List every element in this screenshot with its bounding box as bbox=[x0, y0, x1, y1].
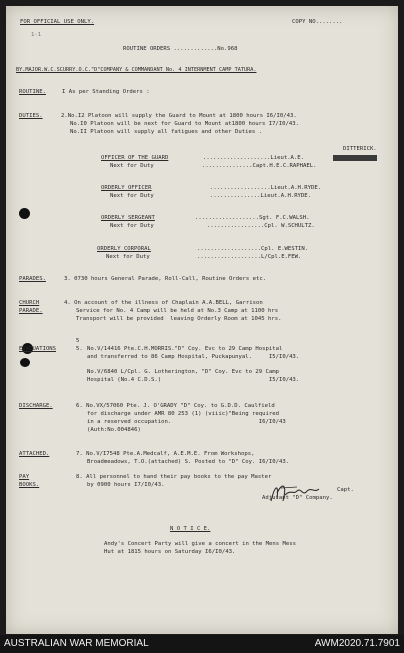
issuer-line: BY.MAJOR.W.C.SCURRY.O.C."D"COMPANY & COMMANDANT No. 4 INTERNMENT CAMP TATURA. bbox=[16, 67, 257, 73]
orderly-sergeant-name: ...................Sgt. F.C.WALSH. bbox=[195, 215, 310, 221]
punch-hole-lower bbox=[20, 358, 30, 367]
discharge-label: DISCHARGE. bbox=[19, 403, 53, 409]
notice-title: N O T I C E. bbox=[170, 526, 211, 532]
parades-text: 3. 0730 hours General Parade, Roll-Call, Routine Orders etc. bbox=[64, 276, 267, 282]
pay-books-line: 8. All personnel to hand their pay books to the pay Master bbox=[76, 474, 272, 480]
official-use-header: FOR OFFICIAL USE ONLY. bbox=[20, 19, 95, 25]
discharge-line: for discharge under AMR 80 253 (1) (viiic)"Being required bbox=[87, 411, 279, 417]
officer-guard-label: OFFICER OF THE GUARD bbox=[101, 155, 169, 161]
evacuations-line: and transferred to 86 Camp Hospital, Puckapunyal. I5/I0/43. bbox=[87, 354, 300, 360]
pay-books-label-2: BOOKS. bbox=[19, 482, 40, 488]
officer-guard-next-label: Next for Duty bbox=[110, 163, 154, 169]
routine-text: I As per Standing Orders : bbox=[62, 89, 150, 95]
church-label-2: PARADE. bbox=[19, 308, 43, 314]
pay-books-line: by 0900 hours I7/I0/43. bbox=[87, 482, 165, 488]
copy-number: COPY NO........ bbox=[292, 19, 343, 25]
attached-line: Broadmeadows, T.O.(attached) S. Posted to "D" Coy. I6/I0/43. bbox=[87, 459, 290, 465]
orderly-sergeant-next: .................Cpl. W.SCHULTZ. bbox=[207, 223, 315, 229]
orderly-officer-next-label: Next for Duty bbox=[110, 193, 154, 199]
orderly-officer-label: ORDERLY OFFICER bbox=[101, 185, 152, 191]
handwritten-signature bbox=[267, 479, 323, 507]
signature-title: Adjutant "D" Company. bbox=[262, 495, 333, 501]
notice-line: Andy's Concert Party will give a concert in the Mens Mess bbox=[104, 541, 296, 547]
orderly-corporal-next: ...................L/Cpl.E.FEW. bbox=[197, 254, 302, 260]
footer-institution: AUSTRALIAN WAR MEMORIAL bbox=[4, 638, 149, 649]
orderly-corporal-label: ORDERLY CORPORAL bbox=[97, 246, 151, 252]
discharge-line: (Auth:No.004846) bbox=[87, 427, 141, 433]
orderly-corporal-next-label: Next for Duty bbox=[106, 254, 150, 260]
attached-label: ATTACHED. bbox=[19, 451, 50, 457]
archive-footer bbox=[0, 635, 404, 653]
attached-line: 7. No.V/I7548 Pte.A.Medcalf, A.E.M.E. From Workshops, bbox=[76, 451, 255, 457]
signature-rank: Capt. bbox=[337, 487, 354, 493]
evacuations-line: No.V/14416 Pte.C.H.MORRIS."D" Coy. Evc to 29 Camp Hospital bbox=[87, 346, 283, 352]
church-label: CHURCH bbox=[19, 300, 40, 306]
officer-guard-annotation: DITTERICK. bbox=[343, 146, 377, 152]
duties-line: No.I0 Platoon will be next for Guard to Mount at1800 hours I7/I0/43. bbox=[70, 121, 300, 127]
church-line: 4. On account of the illness of Chaplain A.A.BELL, Garrison bbox=[64, 300, 263, 306]
evacuations-line: Hospital (No.4 C.D.S.) I5/I0/43. bbox=[87, 377, 300, 383]
punch-hole-top bbox=[19, 208, 30, 219]
church-line: Transport will be provided leaving Orderly Room at 1045 hrs. bbox=[76, 316, 282, 322]
evacuations-handwritten-mark: 5 bbox=[76, 338, 80, 344]
footer-accession-number: AWM2020.71.7901 bbox=[314, 638, 400, 649]
orderly-sergeant-label: ORDERLY SERGEANT bbox=[101, 215, 155, 221]
church-line: Service for No. 4 Camp will be held at No.3 Camp at 1100 hrs bbox=[76, 308, 279, 314]
duties-label: DUTIES. bbox=[19, 113, 43, 119]
notice-line: Hut at 1815 hours on Saturday I6/I0/43. bbox=[104, 549, 236, 555]
orderly-officer-next: ...............Lieut.A.H.RYDE. bbox=[210, 193, 312, 199]
evacuations-line: No.V/6840 L/Cpl. G. Lotherington, "D" Coy. Evc to 29 Camp bbox=[87, 369, 279, 375]
evacuations-label: EVACUATIONS bbox=[19, 346, 57, 352]
orderly-officer-name: ..................Lieut.A.H.RYDE. bbox=[210, 185, 322, 191]
orderly-corporal-name: ...................Cpl. E.WESTIN. bbox=[197, 246, 309, 252]
orders-title: ROUTINE ORDERS .............No.968 bbox=[123, 46, 238, 52]
duties-line: 2.No.I2 Platoon will supply the Guard to Mount at 1800 hours I6/I0/43. bbox=[61, 113, 297, 119]
duties-line: No.II Platoon will supply all fatigues and other Duties . bbox=[70, 129, 262, 135]
pay-books-label: PAY bbox=[19, 474, 30, 480]
orderly-sergeant-next-label: Next for Duty bbox=[110, 223, 154, 229]
evacuations-number: 5. bbox=[76, 346, 83, 352]
parades-label: PARADES. bbox=[19, 276, 46, 282]
pencil-mark: 1-1 bbox=[31, 32, 42, 38]
redaction-mark bbox=[333, 155, 377, 161]
officer-guard-next: ...............Capt.H.E.C.RAPHAEL. bbox=[202, 163, 317, 169]
routine-label: ROUTINE. bbox=[19, 89, 46, 95]
discharge-line: in a reserved occupation. I6/I0/43 bbox=[87, 419, 286, 425]
officer-guard-name: ....................Lieut.A.E. bbox=[203, 155, 305, 161]
discharge-line: 6. No.VX/57060 Pte. J. O'GRADY "D" Coy. to G.D.D. Caulfield bbox=[76, 403, 275, 409]
